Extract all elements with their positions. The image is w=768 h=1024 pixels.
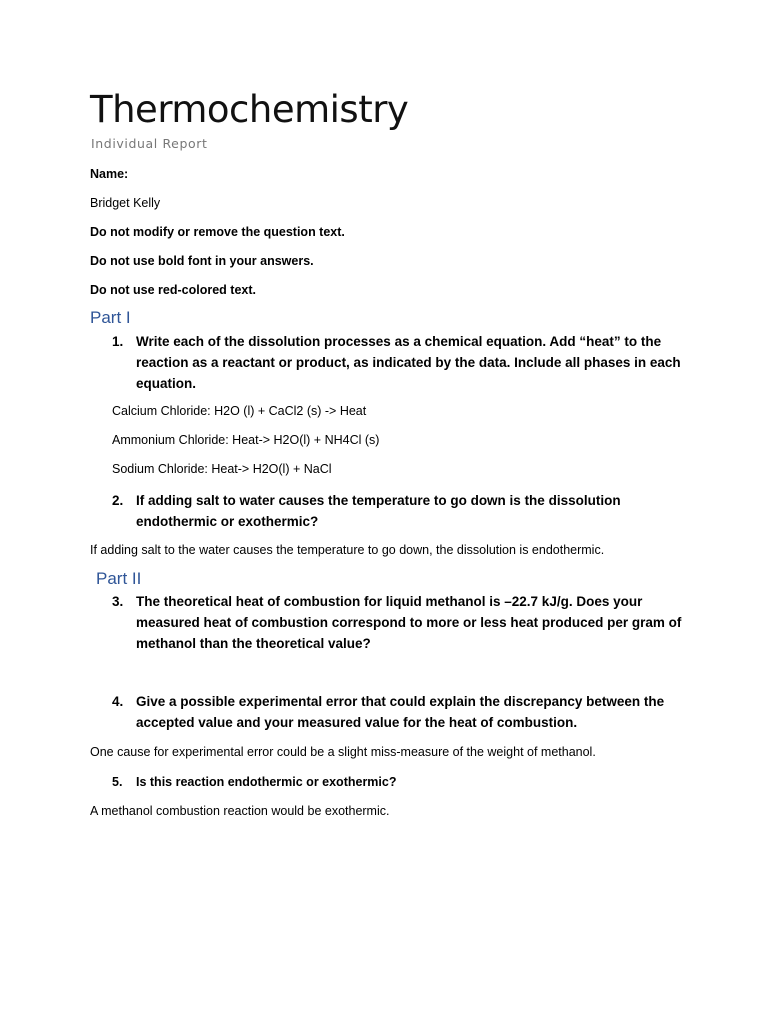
name-label: Name: (90, 167, 129, 181)
question-3-number: 3. (112, 594, 124, 609)
question-3 (112, 591, 692, 654)
answer-2: If adding salt to the water causes the temperature to go down, the dissolution is endothermic. (90, 543, 605, 557)
instruction-no-red: Do not use red-colored text. (90, 283, 256, 297)
part1-heading: Part I (90, 308, 131, 327)
name-value: Bridget Kelly (90, 196, 161, 210)
answer-1-ammonium-chloride: Ammonium Chloride: Heat-> H2O(l) + NH4Cl (s) (112, 433, 380, 447)
question-1 (112, 331, 692, 394)
question-4 (112, 691, 692, 733)
question-5-text: Is this reaction endothermic or exothermic? (136, 775, 397, 789)
question-2 (112, 490, 692, 532)
instruction-no-modify: Do not modify or remove the question text. (90, 225, 345, 239)
document-title: Thermochemistry (90, 88, 409, 131)
question-4-number: 4. (112, 694, 124, 709)
question-2-number: 2. (112, 493, 124, 508)
answer-1-sodium-chloride: Sodium Chloride: Heat-> H2O(l) + NaCl (112, 462, 332, 476)
question-1-number: 1. (112, 334, 124, 349)
answer-5: A methanol combustion reaction would be exothermic. (90, 804, 390, 818)
answer-1-calcium-chloride: Calcium Chloride: H2O (l) + CaCl2 (s) -> Heat (112, 404, 367, 418)
question-2-text: If adding salt to water causes the temperature to go down is the dissolution endothermic or exothermic? (136, 493, 621, 529)
question-5-number: 5. (112, 775, 123, 789)
answer-4: One cause for experimental error could be a slight miss-measure of the weight of methanol. (90, 745, 596, 759)
question-1-text: Write each of the dissolution processes as a chemical equation. Add “heat” to the reaction as a reactant or product, as indicated by the data. Include all phases in each equation. (136, 334, 681, 391)
question-4-text: Give a possible experimental error that could explain the discrepancy between the accepted value and your measured value for the heat of combustion. (136, 694, 665, 730)
instruction-no-bold: Do not use bold font in your answers. (90, 254, 314, 268)
part2-heading: Part II (96, 569, 142, 588)
question-5 (112, 772, 692, 793)
question-3-text: The theoretical heat of combustion for liquid methanol is –22.7 kJ/g. Does your measured heat of combustion correspond to more or less heat produced per gram of methanol than the theoretical value? (136, 594, 682, 651)
document-subtitle: Individual Report (91, 136, 208, 151)
